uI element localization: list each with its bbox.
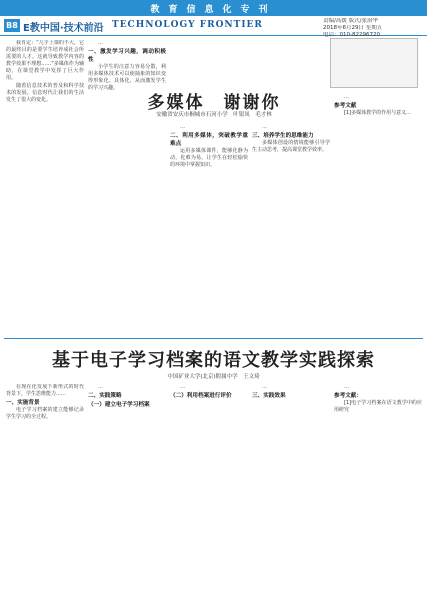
paragraph: 在现在化发展下新形式的时代背景下，学生思维能力……	[6, 384, 84, 398]
paragraph: 运用多媒体课件，能够化静为动，化难为易，让学生在轻松愉快的环境中掌握知识。	[170, 148, 248, 169]
newspaper-slogan: 教育信息化专刊	[150, 5, 277, 15]
subheading: 参考文献	[334, 103, 357, 110]
paragraph: 随着信息技术的普及和科学技术的发展，信息时代让我们的生活发生了很大的变化。	[6, 82, 84, 103]
paragraph: …	[344, 94, 349, 100]
subheading: （二）利用档案进行评价	[170, 393, 232, 400]
subheading: 一、激发学习兴趣，调动积极性	[88, 49, 166, 64]
issue-date: 2018年6月29日 星期五	[323, 25, 383, 31]
article-2-column-4	[252, 384, 330, 610]
article-2-column-5	[334, 384, 422, 610]
subheading: 参考文献：	[334, 393, 362, 400]
subheading: （一）建立电子学习档案	[88, 402, 150, 409]
paragraph: …	[262, 124, 267, 130]
paragraph: 我肯定：“几乎上课的不大，它的最终目的是要学生培养成社会所需要的人才。这就导致教学内容的教学效果不理想……”多媒体作为辅助，在课堂教学中发挥了巨大作用。	[6, 40, 84, 82]
paragraph: 多媒体创设的情境能够引导学生主动思考，提高课堂教学效率。	[252, 140, 330, 154]
subheading: 一、实施背景	[6, 400, 40, 407]
paragraph: …	[98, 384, 103, 390]
article-1-column-4	[252, 124, 330, 334]
article-2-title: 基于电子学习档案的语文教学实践探索	[52, 350, 375, 371]
editor-credit: 责编/高媛 版式/张治华	[323, 18, 378, 24]
article-2-author: 中国矿业大学(北京)附属中学 王文琦	[167, 374, 260, 380]
section-header	[0, 16, 427, 36]
subheading: 三、实践效果	[252, 393, 286, 400]
section-name: E教中国·技术前沿	[23, 23, 104, 34]
paragraph: …	[98, 40, 103, 46]
article-2-column-3	[170, 384, 248, 610]
article-1-author: 安徽省安庆市桐城市石河小学 叶银凤 毛才林	[156, 112, 272, 118]
subheading: 二、利用多媒体，突破教学重难点	[170, 133, 248, 148]
article-1-column-1	[6, 40, 84, 334]
contact-phone: 电话：010-82296720	[323, 32, 380, 38]
subheading: 三、培养学生的思维能力	[252, 133, 314, 140]
paragraph: [1]多媒体教学的作用与意义…	[344, 110, 412, 117]
paragraph: 电子学习档案的建立能够记录学生学习的全过程。	[6, 407, 84, 421]
paragraph: …	[180, 384, 185, 390]
article-1-column-2	[88, 40, 166, 334]
section-name-english: TECHNOLOGY FRONTIER	[112, 20, 263, 30]
subheading: 二、实践策略	[88, 393, 122, 400]
article-photo	[330, 38, 418, 88]
article-1-column-5	[334, 94, 422, 334]
article-2-column-1	[6, 384, 84, 610]
article-1-title: 多媒体 谢谢你	[147, 93, 281, 113]
paragraph: …	[262, 384, 267, 390]
top-banner	[0, 0, 427, 16]
paragraph: 小学生的注意力容易分散，利用多媒体技术可以使抽象的知识变得形象化、具体化，从而激发学生的学习兴趣。	[88, 64, 166, 92]
article-divider	[4, 338, 423, 339]
paragraph: [1]电子学习档案在语文教学中的应用研究	[334, 400, 422, 414]
article-1-column-3	[170, 124, 248, 334]
paragraph: …	[344, 384, 349, 390]
article-2-column-2	[88, 384, 166, 610]
page-number-badge: B8	[4, 19, 20, 32]
paragraph: …	[180, 124, 185, 130]
masthead-meta	[323, 18, 423, 39]
